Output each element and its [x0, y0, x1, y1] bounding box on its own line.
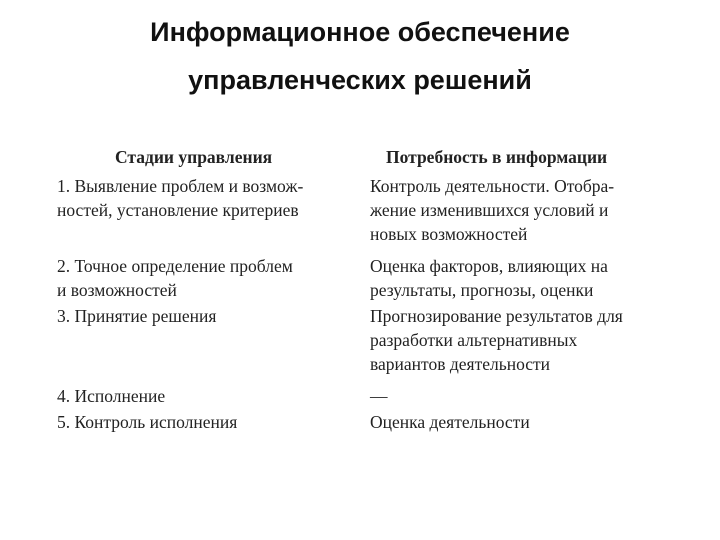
page-title — [0, 8, 720, 104]
table-row — [57, 384, 669, 408]
need-line: Оценка деятельности — [370, 412, 530, 432]
header-needs: Потребность в информации — [386, 147, 608, 167]
stage-cell — [57, 304, 370, 376]
need-line: новых возможностей — [370, 224, 528, 244]
need-cell — [370, 174, 669, 246]
table-row — [57, 410, 669, 434]
stage-line: 3. Принятие решения — [57, 306, 217, 326]
management-stages-table — [57, 145, 669, 442]
stage-line: и возможностей — [57, 280, 177, 300]
need-cell — [370, 304, 669, 376]
need-line: жение изменившихся условий и — [370, 200, 609, 220]
need-line: Контроль деятельности. Отобра- — [370, 176, 615, 196]
table-row — [57, 174, 669, 246]
stage-cell — [57, 254, 370, 302]
need-line: — — [370, 386, 388, 406]
table-row — [57, 304, 669, 376]
need-line: Прогнозирование результатов для — [370, 306, 623, 326]
need-line: Оценка факторов, влияющих на — [370, 256, 608, 276]
table-header-row — [57, 145, 669, 169]
stage-line: 4. Исполнение — [57, 386, 166, 406]
stage-line: 5. Контроль исполнения — [57, 412, 238, 432]
stage-cell — [57, 384, 370, 408]
need-cell — [370, 384, 669, 408]
stage-cell — [57, 410, 370, 434]
stage-line: 1. Выявление проблем и возмож- — [57, 176, 304, 196]
stage-line: 2. Точное определение проблем — [57, 256, 293, 276]
need-line: разработки альтернативных — [370, 330, 578, 350]
title-line-1: Информационное обеспечение — [150, 17, 570, 47]
title-line-2: управленческих решений — [188, 65, 532, 95]
need-cell — [370, 410, 669, 434]
header-stages: Стадии управления — [115, 147, 273, 167]
stage-cell — [57, 174, 370, 246]
need-line: вариантов деятельности — [370, 354, 551, 374]
table-row — [57, 254, 669, 302]
need-cell — [370, 254, 669, 302]
need-line: результаты, прогнозы, оценки — [370, 280, 594, 300]
stage-line: ностей, установление критериев — [57, 200, 299, 220]
